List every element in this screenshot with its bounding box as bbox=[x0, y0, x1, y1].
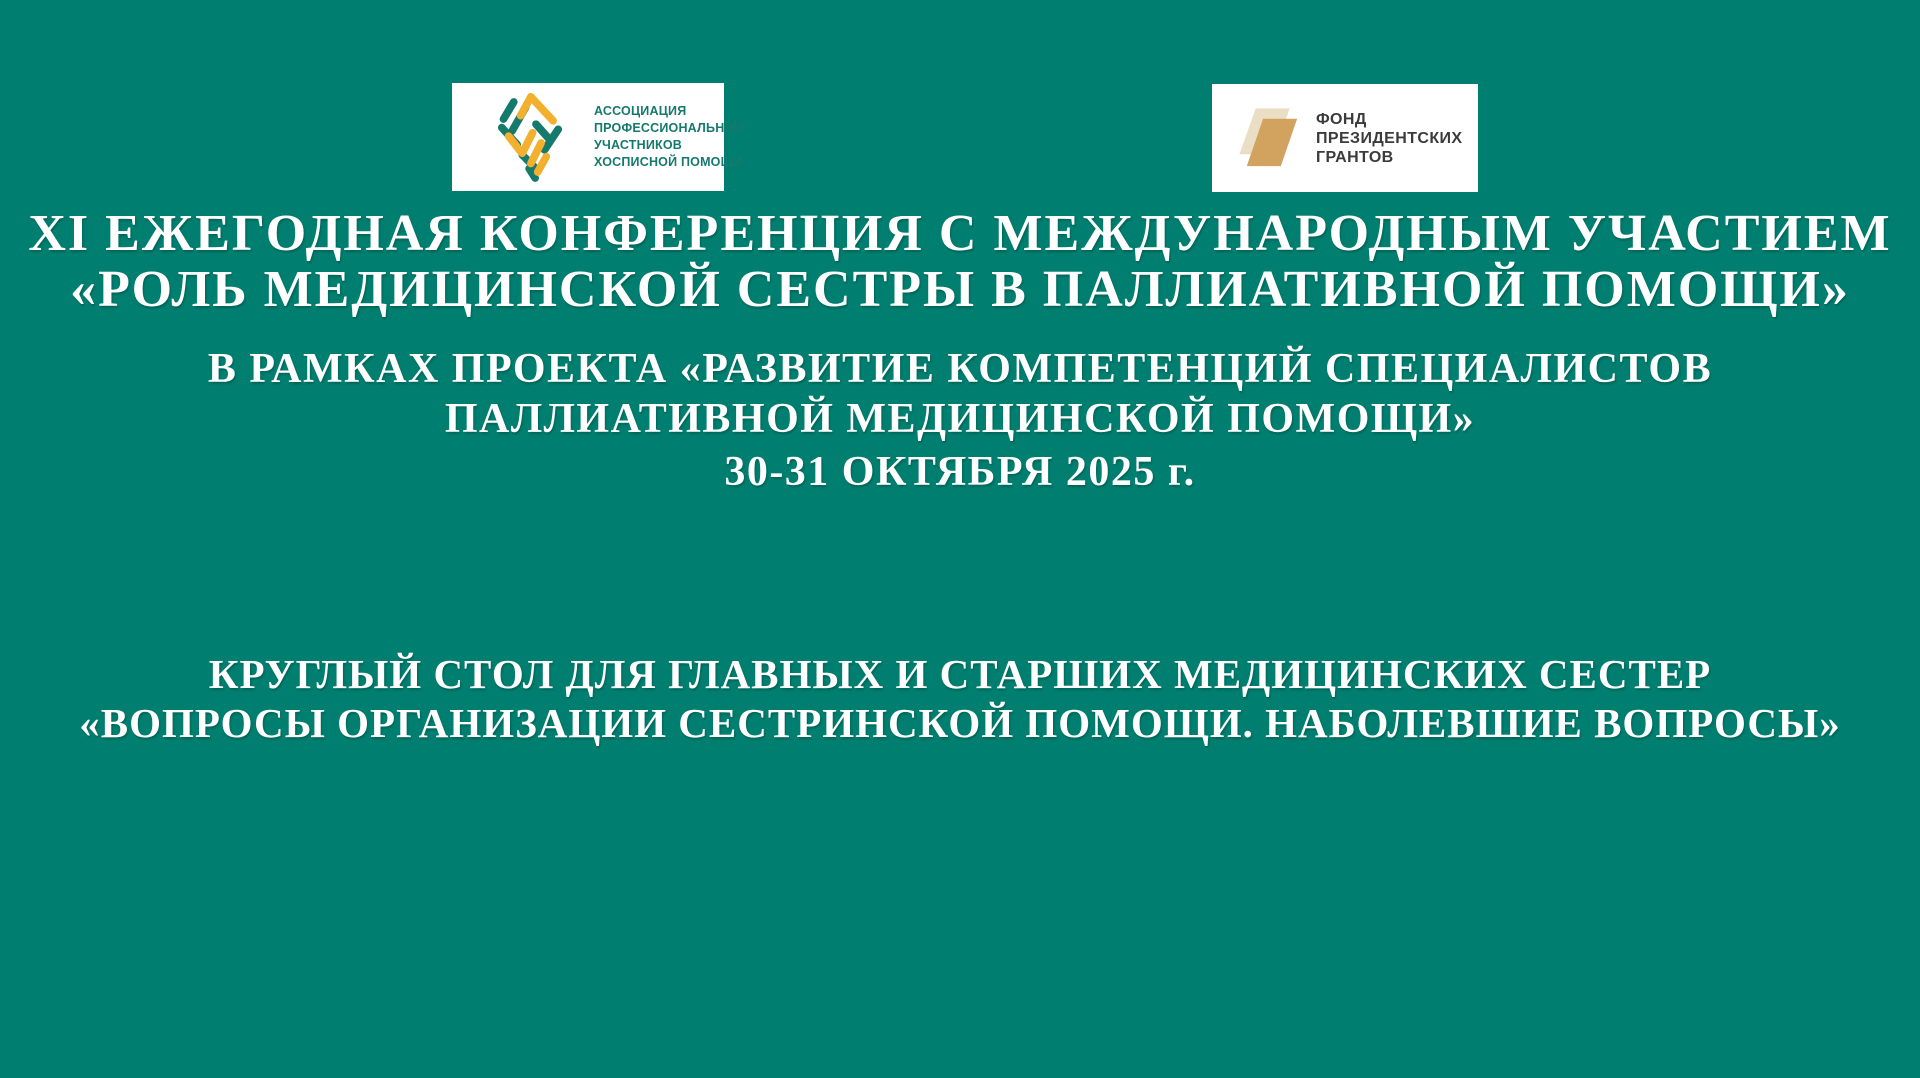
conference-date: 30-31 ОКТЯБРЯ 2025 г. bbox=[724, 449, 1196, 495]
conference-title bbox=[0, 206, 1920, 318]
pgf-logo-line: ФОНД bbox=[1316, 110, 1367, 128]
roundtable-announcement bbox=[0, 650, 1920, 748]
hospice-logo-line: ПРОФЕССИОНАЛЬНЫХ bbox=[594, 121, 746, 135]
pgf-logo-line: ПРЕЗИДЕНТСКИХ bbox=[1316, 129, 1463, 147]
project-subtitle-line2: ПАЛЛИАТИВНОЙ МЕДИЦИНСКОЙ ПОМОЩИ» bbox=[444, 396, 1476, 442]
project-subtitle-line1: В РАМКАХ ПРОЕКТА «РАЗВИТИЕ КОМПЕТЕНЦИЙ СПЕЦИАЛИСТОВ bbox=[207, 346, 1713, 392]
hospice-logo-line: АССОЦИАЦИЯ bbox=[594, 104, 687, 118]
hospice-association-logo bbox=[452, 83, 746, 191]
roundtable-line1: КРУГЛЫЙ СТОЛ ДЛЯ ГЛАВНЫХ И СТАРШИХ МЕДИЦИНСКИХ СЕСТЕР bbox=[208, 651, 1712, 697]
presidential-grants-parallelogram-icon bbox=[1232, 93, 1306, 183]
conference-title-line1: XI ЕЖЕГОДНАЯ КОНФЕРЕНЦИЯ С МЕЖДУНАРОДНЫМ УЧАСТИЕМ bbox=[28, 205, 1892, 262]
conference-title-line2: «РОЛЬ МЕДИЦИНСКОЙ СЕСТРЫ В ПАЛЛИАТИВНОЙ ПОМОЩИ» bbox=[70, 261, 1850, 318]
pgf-logo-line: ГРАНТОВ bbox=[1316, 148, 1394, 166]
roundtable-line2: «ВОПРОСЫ ОРГАНИЗАЦИИ СЕСТРИНСКОЙ ПОМОЩИ. НАБОЛЕВШИЕ ВОПРОСЫ» bbox=[79, 700, 1841, 746]
hospice-association-handshake-icon bbox=[478, 90, 582, 184]
hospice-logo-line: ХОСПИСНОЙ ПОМОЩИ bbox=[594, 155, 743, 169]
project-subtitle bbox=[0, 344, 1920, 444]
hospice-logo-line: УЧАСТНИКОВ bbox=[594, 138, 683, 152]
hospice-association-logo-text bbox=[594, 103, 745, 171]
presidential-grants-fund-logo bbox=[1212, 84, 1478, 192]
presidential-grants-logo-text bbox=[1316, 110, 1462, 167]
